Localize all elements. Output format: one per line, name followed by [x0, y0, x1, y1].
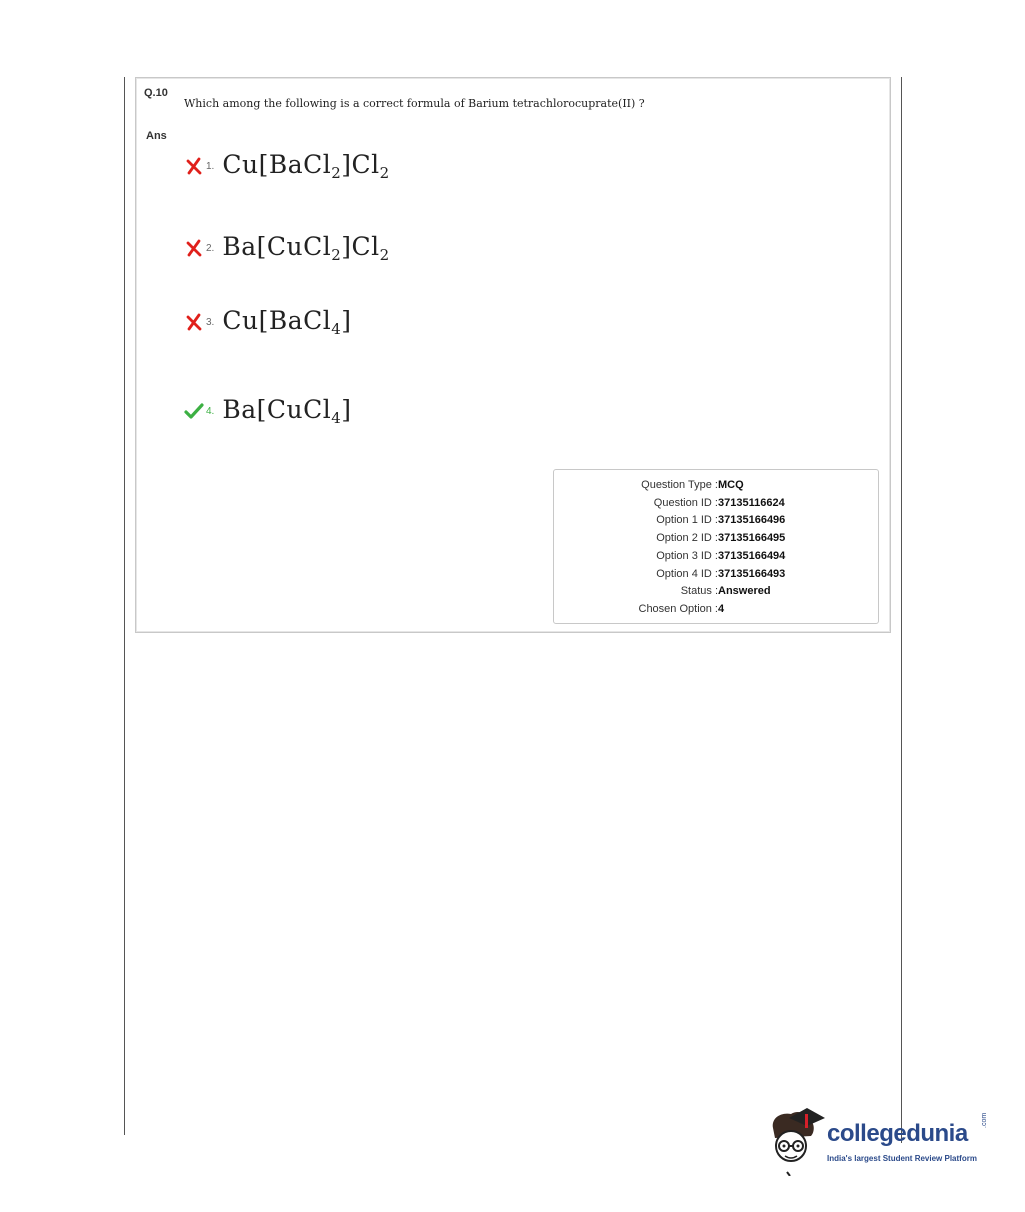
question-number: Q.10 — [144, 87, 168, 99]
info-label: Chosen Option : — [638, 602, 718, 615]
question-info-box — [553, 469, 879, 624]
formula-prefix: Cu[BaCl — [222, 306, 332, 335]
info-label: Option 1 ID : — [656, 514, 718, 527]
logo-suffix: .com — [981, 1112, 988, 1128]
info-value: 37135166495 — [718, 532, 786, 545]
formula-prefix: Ba[CuCl — [222, 395, 332, 424]
right-margin-line — [901, 77, 902, 1143]
formula-mid: ] — [341, 395, 352, 424]
option-formula — [222, 150, 389, 182]
formula-sub1: 2 — [331, 164, 342, 182]
info-label: Option 2 ID : — [656, 532, 718, 545]
cross-icon — [184, 312, 204, 332]
info-row — [554, 514, 878, 531]
formula-mid: ]Cl — [341, 150, 380, 179]
option-number: 4. — [206, 405, 215, 417]
logo-wordmark: collegedunia — [827, 1120, 968, 1147]
formula-prefix: Ba[CuCl — [222, 232, 332, 261]
question-text: Which among the following is a correct formula of Barium tetrachlorocuprate(II) ? — [184, 97, 645, 110]
option-4 — [184, 391, 352, 431]
option-2 — [184, 228, 390, 268]
option-formula — [222, 232, 389, 264]
question-panel — [135, 77, 891, 633]
formula-sub2: 2 — [379, 164, 390, 182]
option-number: 3. — [206, 316, 215, 328]
info-label: Option 3 ID : — [656, 549, 718, 562]
option-1 — [184, 146, 390, 186]
info-row — [554, 585, 878, 602]
option-formula — [222, 306, 351, 338]
left-margin-line — [124, 77, 125, 1135]
cross-icon — [184, 156, 204, 176]
option-3 — [184, 302, 352, 342]
info-value: 37135116624 — [718, 496, 785, 509]
mascot-icon — [767, 1106, 825, 1176]
info-row — [554, 550, 878, 567]
option-formula — [222, 395, 351, 427]
info-row — [554, 603, 878, 620]
formula-sub1: 2 — [331, 246, 342, 264]
info-value: 37135166493 — [718, 567, 786, 580]
formula-sub1: 4 — [331, 409, 342, 427]
info-label: Question ID : — [653, 496, 718, 509]
info-row — [554, 568, 878, 585]
info-row — [554, 532, 878, 549]
logo-tagline: India's largest Student Review Platform — [827, 1154, 977, 1163]
info-label: Status : — [680, 585, 718, 598]
option-number: 1. — [206, 160, 215, 172]
formula-mid: ] — [341, 306, 352, 335]
formula-prefix: Cu[BaCl — [222, 150, 332, 179]
answer-label: Ans — [146, 130, 167, 142]
info-label: Question Type : — [641, 479, 718, 491]
check-icon — [184, 401, 204, 421]
collegedunia-logo — [767, 1106, 992, 1176]
cross-icon — [184, 238, 204, 258]
formula-sub1: 4 — [331, 320, 342, 338]
formula-sub2: 2 — [379, 246, 390, 264]
info-value: 4 — [718, 602, 725, 615]
info-value: 37135166496 — [718, 514, 786, 527]
info-value: Answered — [718, 585, 771, 598]
info-row — [554, 479, 878, 496]
info-value: MCQ — [718, 479, 744, 491]
formula-mid: ]Cl — [341, 232, 380, 261]
info-value: 37135166494 — [718, 549, 786, 562]
info-row — [554, 497, 878, 514]
info-label: Option 4 ID : — [656, 567, 718, 580]
option-number: 2. — [206, 242, 215, 254]
